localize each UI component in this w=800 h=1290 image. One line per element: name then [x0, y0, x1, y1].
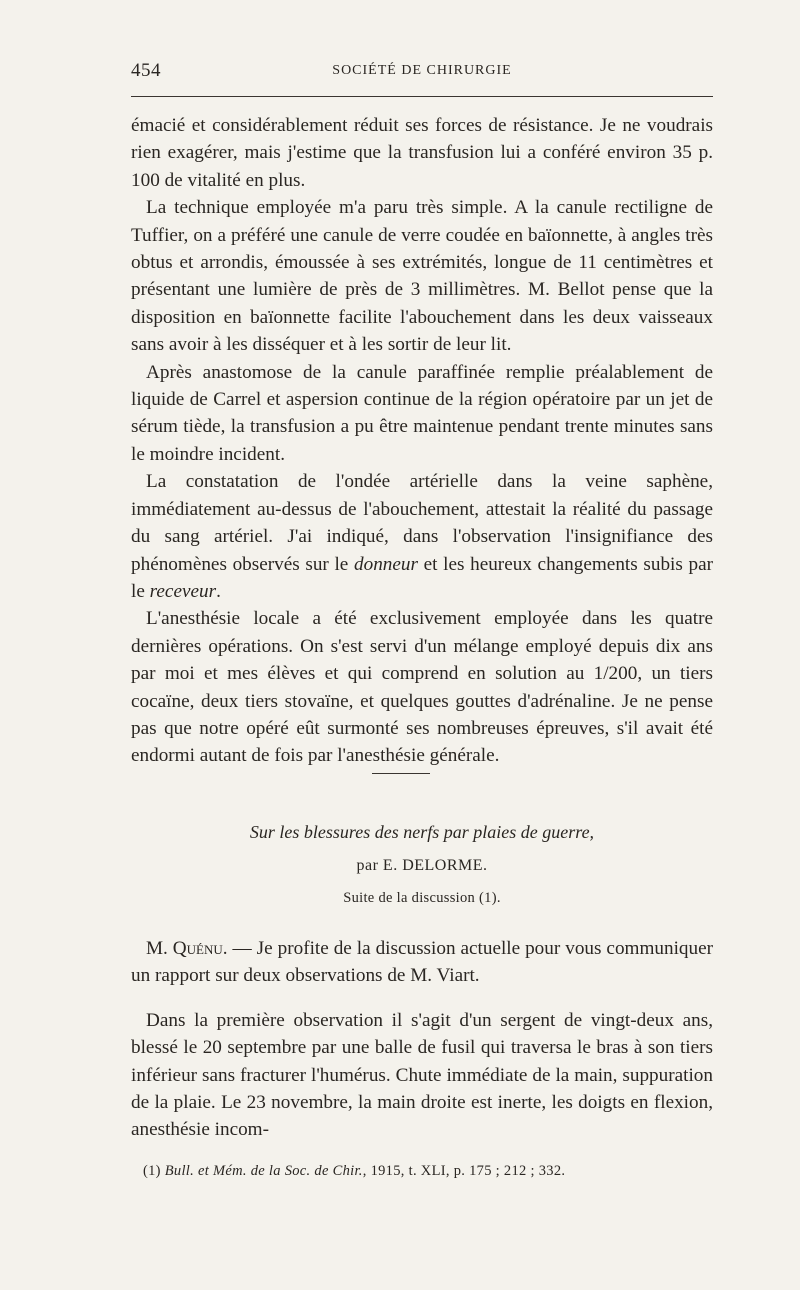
paragraph-text: La constatation de l'ondée artérielle dans la veine saphène, immédiatement au-dessus de l'abouchement, attestait la réalité du passage du sang artériel. J'ai indiqué, dans l'observation l'insignifiance des phénomènes observés sur le — [131, 471, 713, 575]
section-separator — [372, 773, 430, 774]
paragraph: Après anastomose de la canule paraffinée remplie préalablement de liquide de Carrel et aspersion continue de la région opératoire par un jet de sérum tiède, la transfusion a pu être maintenue pendant trente minutes sans le moindre incident. — [131, 361, 713, 465]
section-author: par E. DELORME. — [356, 857, 488, 874]
paragraph: La technique employée m'a paru très simple. A la canule rectiligne de Tuffier, on a préféré une canule de verre coudée en baïonnette, à angles très obtus et arrondis, émoussée à ses extrémités, longue de 11 centimètres et présentant une lumière de près de 3 millimètres. M. Bellot pense que la disposition en baïonnette facilite l'abouchement dans les deux vaisseaux sans avoir à les disséquer et à les sortir de leur lit. — [131, 197, 713, 356]
footnote-source: Bull. et Mém. de la Soc. de Chir. — [164, 1163, 363, 1179]
paragraph: émacié et considérablement réduit ses forces de résistance. Je ne voudrais rien exagérer, mais j'estime que la transfusion lui a conféré environ 35 p. 100 de vitalité en plus. — [131, 115, 713, 191]
speaker-name: M. Quénu. — [146, 938, 228, 959]
italic-term-donneur: donneur — [354, 553, 418, 575]
italic-term-receveur: receveur — [149, 580, 217, 602]
section-title: Sur les blessures des nerfs par plaies de guerre, — [249, 822, 595, 842]
page-header — [131, 60, 713, 84]
discussion-text — [131, 935, 713, 1144]
paragraph-text: — Je profite de la discussion actuelle pour vous communiquer un rapport sur deux observations de M. Viart. — [131, 938, 713, 987]
body-text — [131, 112, 713, 770]
paragraph-text: . — [216, 580, 221, 602]
footnote-reference: , 1915, t. XLI, p. 175 ; 212 ; 332. — [362, 1163, 566, 1179]
running-head: SOCIÉTÉ DE CHIRURGIE — [332, 63, 512, 78]
footnote — [143, 1163, 713, 1180]
paragraph — [131, 935, 713, 990]
paragraph-text: et les heureux changements subis par le — [131, 553, 713, 602]
header-rule — [131, 96, 713, 97]
footnote-marker: (1) — [143, 1163, 161, 1179]
paragraph: Dans la première observation il s'agit d'un sergent de vingt-deux ans, blessé le 20 septembre par une balle de fusil qui traversa le bras à son tiers inférieur sans fracturer l'humérus. Chute immédiate de la main, suppuration de la plaie. Le 23 novembre, la main droite est inerte, les doigts en flexion, anesthésie incom- — [131, 1009, 713, 1141]
page-number: 454 — [131, 60, 161, 81]
section-note: Suite de la discussion (1). — [343, 890, 501, 906]
paragraph — [131, 468, 713, 605]
paragraph: L'anesthésie locale a été exclusivement employée dans les quatre dernières opérations. On s'est servi d'un mélange employé depuis dix ans par moi et mes élèves et qui comprend en solution au 1/200, un tiers cocaïne, deux tiers stovaïne, et quelques gouttes d'adrénaline. Je ne pense pas que notre opéré eût surmonté ses nombreuses épreuves, s'il avait été endormi autant de fois par l'anesthésie générale. — [131, 608, 713, 767]
